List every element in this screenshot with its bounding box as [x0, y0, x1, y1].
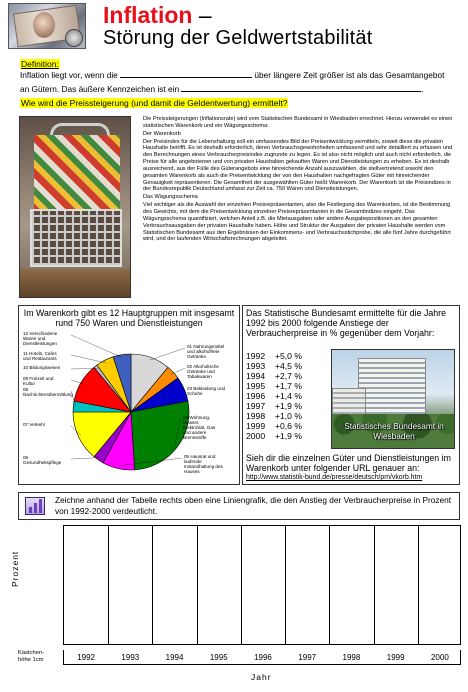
grid-year-1999: 1999	[386, 653, 405, 662]
definition-line-2	[20, 84, 424, 94]
definition-line-1	[20, 70, 444, 80]
rate-row-1995	[246, 381, 302, 391]
pie-chart	[19, 306, 241, 486]
definition-line2-start: an Gütern. Das äußere Kennzeichen ist ein	[20, 84, 180, 94]
inflation-rates-list	[246, 351, 302, 441]
grid-column-line	[241, 526, 242, 644]
pie-label-6: 06 Gesundheitspflege	[23, 455, 62, 465]
grid-year-1993: 1993	[121, 653, 140, 662]
title-dash: –	[192, 2, 212, 28]
pie-label-8: 08 Nachrichtenübermittlung	[23, 387, 73, 397]
warenkorb-text	[143, 116, 459, 298]
pie-label-3: 03 Bekleidung und Schuhe	[187, 386, 226, 396]
rate-value: +0,6 %	[275, 421, 302, 431]
kaestchen-hint-line1: Kästchen-	[18, 650, 45, 656]
pie-label-12: 12 Verschiedene Waren und Dienstleistungen	[23, 331, 58, 346]
rate-year: 1992	[246, 351, 266, 361]
pie-chart-title: Im Warenkorb gibt es 12 Hauptgruppen mit insgesamt rund 750 Waren und Dienstleistungen	[23, 308, 235, 328]
page-title	[103, 2, 212, 28]
pie-label-2: 02 Alkoholische Getränke und Tabakwaren	[187, 364, 219, 379]
pie-label-5: 05 Hausrat und laufende Instandhaltung des Hauses	[184, 454, 223, 474]
rate-row-1992	[246, 351, 302, 361]
pie-leader-line-1	[150, 348, 185, 360]
statistics-intro: Das Statistische Bundesamt ermittelte für die Jahre 1992 bis 2000 folgende Anstiege der Verbraucherpreise in % gegenüber dem Vorjahr:	[246, 308, 446, 338]
page-subtitle: Störung der Geldwertstabilität	[103, 27, 373, 49]
rate-year: 1998	[246, 411, 266, 421]
definition-line1-end: über längere Zeit größer ist als das Gesamtangebot	[254, 70, 445, 80]
building-photo-caption: Statistisches Bundesamt in Wiesbaden	[344, 421, 444, 441]
definition-blank-2[interactable]	[181, 84, 424, 94]
grid-year-1994: 1994	[165, 653, 184, 662]
grid-column-line	[329, 526, 330, 644]
shopping-basket-photo	[19, 116, 131, 298]
rate-row-2000	[246, 431, 302, 441]
rate-value: +1,9 %	[275, 431, 302, 441]
grid-year-1998: 1998	[342, 653, 361, 662]
rate-row-1996	[246, 391, 302, 401]
pie-leader-line-11	[71, 355, 106, 363]
header-banknote-photo	[8, 3, 86, 49]
drawing-grid[interactable]	[63, 525, 461, 645]
bundesamt-building-photo	[331, 349, 455, 449]
pie-label-1: 01 Nahrungsmittel und alkoholfreie Getränke	[187, 344, 225, 359]
grid-year-row	[63, 650, 461, 665]
rate-year: 1997	[246, 401, 266, 411]
grid-y-axis-label: Prozent	[10, 550, 20, 587]
grid-year-1995: 1995	[209, 653, 228, 662]
pie-label-7: 07 Verkehr	[23, 422, 46, 427]
pie-chart-box	[18, 305, 240, 485]
definition-line2-end: .	[421, 84, 424, 94]
warenkorb-intro: Die Preissteigerungen (Inflationsrate) wird vom Statistischen Bundesamt in Wiesbaden errechnet. Hierzu verwendet es einen statistischen Warenkorb und ein Wägungsschema:	[143, 116, 453, 129]
waegungsschema-heading: Das Wägungsschema	[143, 194, 198, 201]
rate-value: +2,7 %	[275, 371, 302, 381]
rate-year: 1994	[246, 371, 266, 381]
rate-year: 2000	[246, 431, 266, 441]
pie-label-4: 04 Wohnung, Wasser, Elektrizität, Gas und andere Brennstoffe	[183, 415, 216, 440]
warenkorb-heading: Der Warenkorb	[143, 130, 181, 137]
grid-column-line	[285, 526, 286, 644]
warenkorb-url-link[interactable]: http://www.statistik-bund.de/presse/deutsch/pm/vkorb.htm	[246, 474, 423, 481]
kaestchen-hint-line2: höhe 1cm	[18, 657, 44, 663]
rate-row-1994	[246, 371, 302, 381]
grid-column-line	[374, 526, 375, 644]
grid-year-2000: 2000	[430, 653, 449, 662]
statistics-footer: Sieh dir die einzelnen Güter und Dienstleistungen im Warenkorb unter folgender URL genauer an:	[246, 453, 451, 473]
rate-row-1998	[246, 411, 302, 421]
rate-row-1993	[246, 361, 302, 371]
grid-column-line	[152, 526, 153, 644]
grid-column-line	[197, 526, 198, 644]
definition-label: Definition:	[21, 59, 59, 69]
definition-blank-1[interactable]	[120, 70, 252, 78]
waegungsschema-body: Viel wichtiger als die Auswahl der einzelnen Preisrepräsentanten, also die Festlegung des Warenkorbes, ist die Bestimmung des Gewichts, mit dem die Preisentwicklung einzelner Preisrepräsentanten in die Gesamtindizes eingeht. Das Wägungsschema quantifiziert, welchen Anteil z.B. die Mietausgaben oder andere Ausgabepositionen an den gesamten Verbrauchsausgaben der privaten Haushalte haben. Höhe und Struktur der Ausgaben der privaten Haushalte werden vom Statistischen Bundesamt aus den Ergebnissen der Einkommens- und Verbrauchsstichprobe, die alle fünf Jahre durchgeführt wird, und der laufenden Wirtschaftsrechnungen abgeleitet.	[143, 202, 451, 243]
title-inflation: Inflation	[103, 2, 193, 28]
rate-year: 1996	[246, 391, 266, 401]
rate-row-1997	[246, 401, 302, 411]
rate-year: 1993	[246, 361, 266, 371]
grid-x-axis-label: Jahr	[251, 672, 272, 682]
rate-value: +1,0 %	[275, 411, 302, 421]
grid-year-1992: 1992	[77, 653, 95, 662]
chart-task-icon	[25, 497, 45, 515]
rate-row-1999	[246, 421, 302, 431]
grid-column-line	[418, 526, 419, 644]
task-box	[18, 492, 460, 520]
question-heading: Wie wird die Preissteigerung (und damit die Geldentwertung) ermittelt?	[21, 98, 288, 108]
pie-slice-4	[131, 401, 189, 470]
grid-year-1997: 1997	[298, 653, 317, 662]
pie-label-11: 11 Hotels, Cafes und Restaurants	[23, 351, 57, 361]
rate-value: +1,4 %	[275, 391, 302, 401]
pie-label-9: 09 Freizeit und Kultur	[23, 376, 54, 386]
statistics-box	[242, 305, 460, 485]
rate-value: +4,5 %	[275, 361, 302, 371]
pie-label-10: 10 Bildungswesen	[23, 365, 61, 370]
definition-line1-start: Inflation liegt vor, wenn die	[20, 70, 118, 80]
grid-year-1996: 1996	[254, 653, 272, 662]
rate-year: 1995	[246, 381, 266, 391]
kaestchen-hint	[18, 650, 44, 664]
rate-value: +5,0 %	[275, 351, 302, 361]
pie-leader-line-2	[171, 368, 185, 374]
rate-value: +1,7 %	[275, 381, 302, 391]
rate-year: 1999	[246, 421, 266, 431]
rate-value: +1,9 %	[275, 401, 302, 411]
task-instruction: Zeichne anhand der Tabelle rechts oben eine Liniengrafik, die den Anstieg der Verbraucherpreise in Prozent von 1992-2000 verdeutlicht.	[55, 495, 452, 516]
pie-leader-line-12	[71, 335, 122, 358]
warenkorb-body: Der Preisindex für die Lebenshaltung soll ein umfassendes Bild der Preisentwicklung vermitteln, soweit diese die privaten Haushalte betrifft. Es ist deshalb erforderlich, deren Verbrauchsgewohnheiten umfassend und sehr detailliert zu erfassen und den Berechnungen eines Verbraucherpreisindex zugrunde zu legen. Es ist also nicht möglich und auch nicht erforderlich, die Preise für alle angebotenen und von privaten Haushalten gekauften Waren und Dienstleistungen zu erheben. Es ist deshalb ausreichend, aus der Fülle des Güterangebots eine hinreichende Anzahl auszuwählen, die stellvertretend sowohl den gesamten Warenkorb als auch die Preisentwicklung der von den Haushalten nachgefragten Güter mit hinreichender Genauigkeit repräsentieren. Die Gesamtheit der ausgewählten Güter heißt Warenkorb. Der Warenkorb ist die Preisindizes in der Bundesrepublik Deutschland umfasst zur Zeit ca. 750 Waren und Dienstleistungen.	[143, 138, 453, 193]
grid-column-line	[108, 526, 109, 644]
